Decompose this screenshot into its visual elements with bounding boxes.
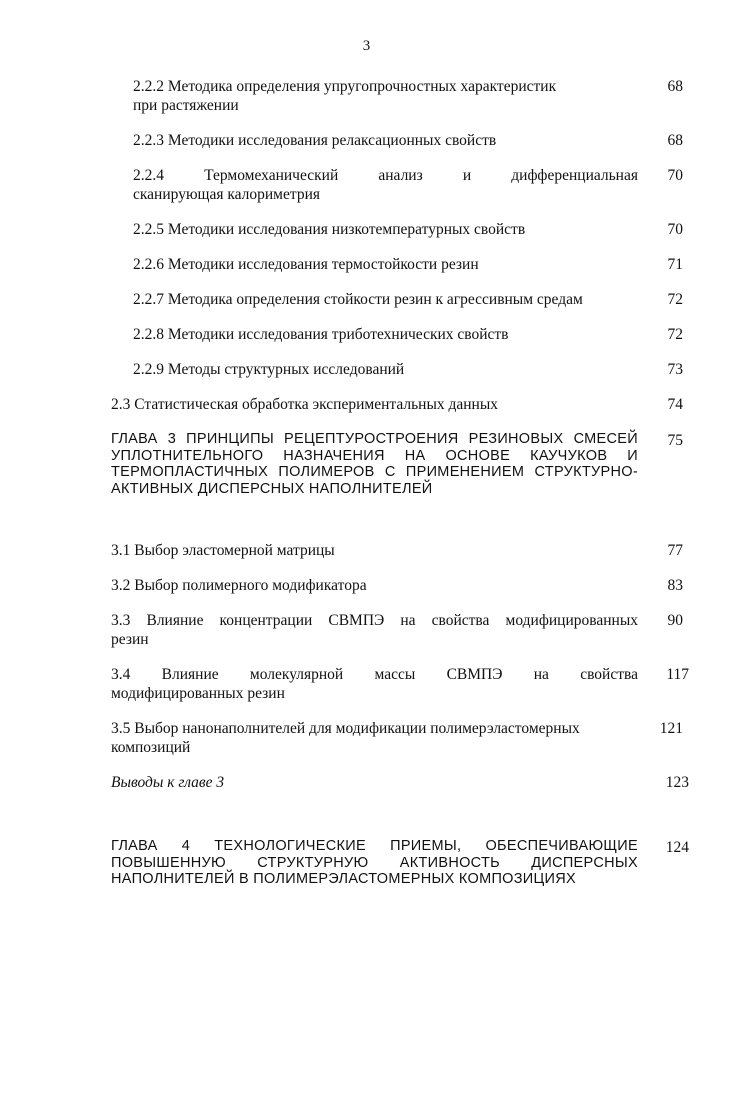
toc-entry-2-2-7 — [133, 290, 683, 309]
toc-page-number: 72 — [667, 291, 683, 308]
toc-entry-2-2-9 — [133, 360, 683, 379]
toc-page-number: 74 — [667, 396, 683, 413]
toc-entry-2-2-2 — [133, 77, 683, 115]
toc-entry-line: 2.2.4 Термомеханический анализ и дифференциальная — [133, 167, 638, 184]
toc-entry-2-3 — [111, 395, 683, 414]
toc-entry-line: 3.1 Выбор эластомерной матрицы — [111, 542, 335, 559]
toc-entry-title — [111, 541, 638, 560]
toc-entry-title — [111, 395, 638, 414]
toc-entry-3-4 — [111, 665, 689, 703]
toc-entry-line: композиций — [111, 739, 191, 756]
toc-entry-title — [133, 131, 638, 150]
toc-entry-line: резин — [111, 631, 149, 648]
toc-entry-2-2-8 — [133, 325, 683, 344]
toc-entry-3-5 — [111, 719, 683, 757]
toc-entry-2-2-4 — [133, 166, 683, 204]
toc-page-number: 73 — [667, 361, 683, 378]
toc-entry-3-2 — [111, 576, 683, 595]
toc-page-number: 68 — [667, 78, 683, 95]
toc-entry-line: при растяжении — [133, 97, 239, 114]
toc-entry-line: 3.5 Выбор нанонаполнителей для модификации полимерэластомерных — [111, 720, 580, 737]
toc-entry-3-1 — [111, 541, 683, 560]
toc-entry-title — [133, 220, 638, 239]
toc-page-number: 124 — [665, 839, 689, 856]
toc-page-number: 68 — [667, 132, 683, 149]
toc-entry-line: сканирующая калориметрия — [133, 186, 321, 203]
toc-entry-2-2-6 — [133, 255, 683, 274]
toc-page-number: 70 — [667, 167, 683, 184]
toc-entry-chapter-4 — [111, 838, 689, 888]
toc-entry-line: 2.2.2 Методика определения упругопрочностных характеристик — [133, 78, 557, 95]
toc-entry-title — [111, 773, 638, 792]
toc-page-number: 83 — [667, 577, 683, 594]
toc-page-number: 123 — [665, 774, 689, 791]
toc-entry-line: 3.3 Влияние концентрации СВМПЭ на свойства модифицированных — [111, 612, 638, 629]
toc-page-number: 121 — [659, 720, 683, 737]
toc-entry-title — [133, 360, 638, 379]
toc-entry-line: 2.2.7 Методика определения стойкости резин к агрессивным средам — [133, 291, 583, 308]
toc-page-number: 70 — [667, 221, 683, 238]
toc-chapter-title: ГЛАВА 4 ТЕХНОЛОГИЧЕСКИЕ ПРИЕМЫ, ОБЕСПЕЧИВАЮЩИЕ ПОВЫШЕННУЮ СТРУКТУРНУЮ АКТИВНОСТЬ ДИСПЕРСНЫХ НАПОЛНИТЕЛЕЙ В ПОЛИМЕРЭЛАСТОМЕРНЫХ КОМПОЗИЦИЯХ — [111, 838, 638, 887]
toc-entry-title — [111, 576, 638, 595]
toc-entry-3-3 — [111, 611, 683, 649]
toc-entry-title — [111, 611, 638, 649]
toc-entry-line: 2.2.8 Методики исследования триботехнических свойств — [133, 326, 509, 343]
toc-entry-line: 2.2.6 Методики исследования термостойкости резин — [133, 256, 479, 273]
toc-page-number: 75 — [667, 432, 683, 449]
toc-entry-line: модифицированных резин — [111, 685, 285, 702]
toc-entry-title — [133, 255, 638, 274]
toc-entry-line: 2.2.3 Методики исследования релаксационных свойств — [133, 132, 497, 149]
toc-entry-line: 2.2.5 Методики исследования низкотемпературных свойств — [133, 221, 526, 238]
toc-entry-title — [133, 325, 638, 344]
toc-entry-chapter-3-conclusions — [111, 773, 689, 792]
toc-entry-chapter-3 — [111, 431, 683, 497]
toc-entry-line: 2.3 Статистическая обработка экспериментальных данных — [111, 396, 499, 413]
toc-entry-title — [133, 166, 638, 204]
toc-page-number: 72 — [667, 326, 683, 343]
toc-page-number: 77 — [667, 542, 683, 559]
page-number: 3 — [362, 38, 371, 54]
toc-entry-line: 3.2 Выбор полимерного модификатора — [111, 577, 367, 594]
toc-entry-2-2-5 — [133, 220, 683, 239]
toc-page-number: 71 — [667, 256, 683, 273]
toc-entry-title — [111, 665, 638, 703]
toc-entry-title — [133, 290, 638, 309]
toc-entry-line: 2.2.9 Методы структурных исследований — [133, 361, 405, 378]
toc-entry-title — [111, 719, 638, 757]
toc-entry-line: Выводы к главе 3 — [111, 774, 225, 791]
toc-page-number: 117 — [666, 666, 689, 683]
toc-chapter-title: ГЛАВА 3 ПРИНЦИПЫ РЕЦЕПТУРОСТРОЕНИЯ РЕЗИНОВЫХ СМЕСЕЙ УПЛОТНИТЕЛЬНОГО НАЗНАЧЕНИЯ НА ОСНОВЕ КАУЧУКОВ И ТЕРМОПЛАСТИЧНЫХ ПОЛИМЕРОВ С ПРИМЕНЕНИЕМ СТРУКТУРНО-АКТИВНЫХ ДИСПЕРСНЫХ НАПОЛНИТЕЛЕЙ — [111, 431, 638, 497]
toc-entry-line: 3.4 Влияние молекулярной массы СВМПЭ на свойства — [111, 666, 638, 683]
toc-entry-2-2-3 — [133, 131, 683, 150]
toc-page-number: 90 — [667, 612, 683, 629]
toc-entry-title — [133, 77, 638, 115]
